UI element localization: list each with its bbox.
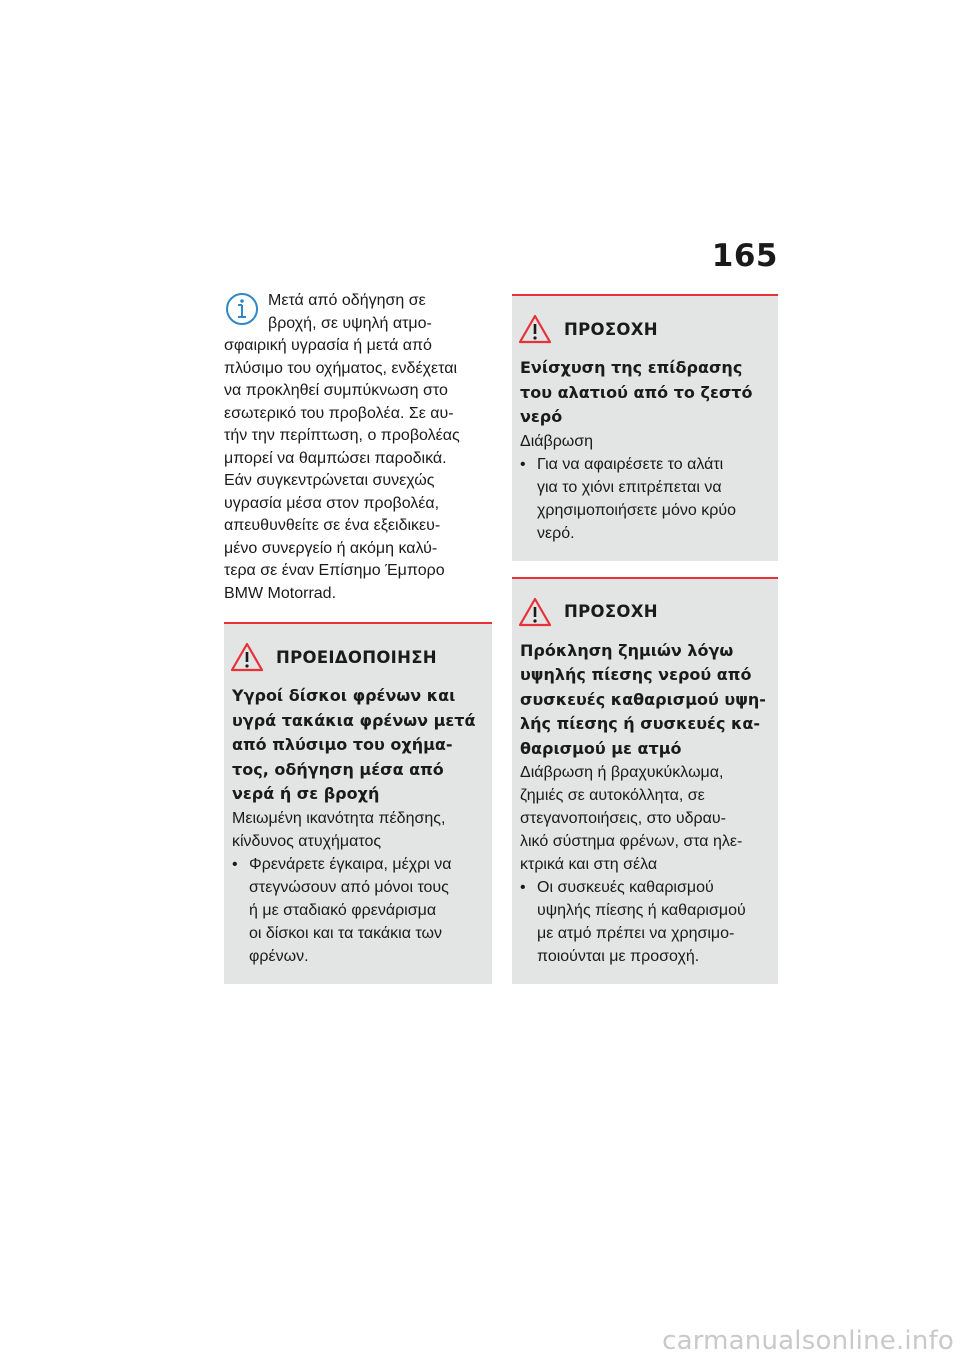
note-line: απευθυνθείτε σε ένα εξειδικευ- — [224, 517, 441, 534]
right-column — [512, 294, 778, 984]
info-icon — [224, 292, 260, 334]
warning-triangle-icon — [230, 642, 264, 672]
bullet-line: Οι συσκευές καθαρισμού — [537, 879, 714, 896]
heading-line: νερό — [520, 407, 563, 426]
text-line: Μειωμένη ικανότητα πέδησης, — [232, 809, 446, 827]
heading-line: του αλατιού από το ζεστό — [520, 382, 753, 402]
heading-line: Ενίσχυση της επίδρασης — [520, 358, 743, 377]
text-line: κτρικά και στη σέλα — [520, 856, 658, 873]
note-line: να προκληθεί συμπύκνωση στο — [224, 382, 448, 399]
heading-line: λής πίεσης ή συσκευές κα- — [520, 714, 760, 733]
page-number: 165 — [711, 238, 778, 274]
warning-triangle-icon — [518, 597, 552, 627]
note-line: πλύσιμο του οχήματος, ενδέχεται — [224, 359, 458, 377]
text-line: στεγανοποιήσεις, στο υδραυ- — [520, 810, 726, 827]
warning-box — [224, 622, 492, 984]
heading-line: τος, οδήγηση μέσα από — [232, 759, 444, 779]
caution-box-pressure — [512, 577, 778, 985]
text-line: Διάβρωση — [520, 432, 594, 450]
bullet-icon: • — [520, 879, 526, 896]
bullet-line: νερό. — [537, 524, 575, 542]
heading-line: Πρόκληση ζημιών λόγω — [520, 640, 734, 660]
bullet-line: Φρενάρετε έγκαιρα, μέχρι να — [249, 855, 452, 873]
caution-heading — [520, 639, 770, 762]
note-line: Μετά από οδήγηση σε — [268, 292, 426, 309]
caution-header — [512, 597, 778, 627]
heading-line: υγρά τακάκια φρένων μετά — [232, 710, 476, 730]
bullet-icon: • — [520, 455, 526, 473]
warning-title: ΠΡΟΕΙΔΟΠΟΙΗΣΗ — [276, 647, 437, 667]
note-line: εσωτερικό του προβολέα. Σε αυ- — [224, 404, 454, 422]
heading-line: υψηλής πίεσης νερού από — [520, 665, 752, 684]
warning-header — [224, 642, 492, 672]
note-line: βροχή, σε υψηλή ατμο- — [268, 314, 432, 332]
note-line: υγρασία μέσα στον προβολέα, — [224, 494, 440, 512]
heading-line: Υγροί δίσκοι φρένων και — [232, 686, 456, 705]
bullet-line: υψηλής πίεσης ή καθαρισμού — [537, 902, 746, 919]
note-line: τερα σε έναν Επίσημο Έμπορο — [224, 562, 445, 579]
caution-heading — [520, 356, 770, 430]
bullet-line: χρησιμοποιήσετε μόνο κρύο — [537, 501, 736, 519]
info-note — [224, 290, 492, 605]
bullet-line: με ατμό πρέπει να χρησιμο- — [537, 925, 735, 942]
caution-consequence — [520, 761, 770, 876]
warning-heading — [232, 684, 484, 807]
note-line: τήν την περίπτωση, ο προβολέας — [224, 427, 460, 444]
heading-line: θαρισμού με ατμό — [520, 738, 682, 758]
note-line: μένο συνεργείο ή ακόμη καλύ- — [224, 539, 438, 557]
left-column — [224, 290, 492, 984]
text-line: ζημιές σε αυτοκόλλητα, σε — [520, 787, 705, 804]
heading-line: νερά ή σε βροχή — [232, 784, 380, 803]
caution-header — [512, 314, 778, 344]
heading-line: συσκευές καθαρισμού υψη- — [520, 689, 766, 709]
caution-title: ΠΡΟΣΟΧΗ — [564, 319, 658, 339]
bullet-line: ποιούνται με προσοχή. — [537, 948, 700, 965]
bullet-icon: • — [232, 855, 238, 873]
note-line: Εάν συγκεντρώνεται συνεχώς — [224, 472, 435, 489]
caution-bullet — [520, 876, 770, 968]
note-text — [224, 290, 492, 605]
note-line: μπορεί να θαμπώσει παροδικά. — [224, 449, 447, 467]
warning-bullet — [232, 853, 484, 968]
bullet-line: ή με σταδιακό φρενάρισμα — [249, 901, 437, 919]
caution-consequence — [520, 430, 770, 453]
text-line: κίνδυνος ατυχήματος — [232, 832, 382, 850]
bullet-line: στεγνώσουν από μόνοι τους — [249, 878, 449, 896]
heading-line: από πλύσιμο του οχήμα- — [232, 735, 453, 754]
bullet-line: για το χιόνι επιτρέπεται να — [537, 478, 722, 496]
note-line: BMW Motorrad. — [224, 584, 337, 602]
bullet-line: οι δίσκοι και τα τακάκια των — [249, 924, 443, 942]
caution-bullet — [520, 453, 770, 545]
watermark: carmanualsonline.info — [662, 1326, 954, 1356]
bullet-line: Για να αφαιρέσετε το αλάτι — [537, 455, 724, 473]
bullet-line: φρένων. — [249, 947, 309, 965]
warning-triangle-icon — [518, 314, 552, 344]
warning-consequence — [232, 807, 484, 853]
note-line: σφαιρική υγρασία ή μετά από — [224, 337, 432, 354]
text-line: λικό σύστημα φρένων, στα ηλε- — [520, 833, 743, 850]
caution-title: ΠΡΟΣΟΧΗ — [564, 602, 658, 621]
text-line: Διάβρωση ή βραχυκύκλωμα, — [520, 764, 724, 781]
caution-box-salt — [512, 294, 778, 561]
